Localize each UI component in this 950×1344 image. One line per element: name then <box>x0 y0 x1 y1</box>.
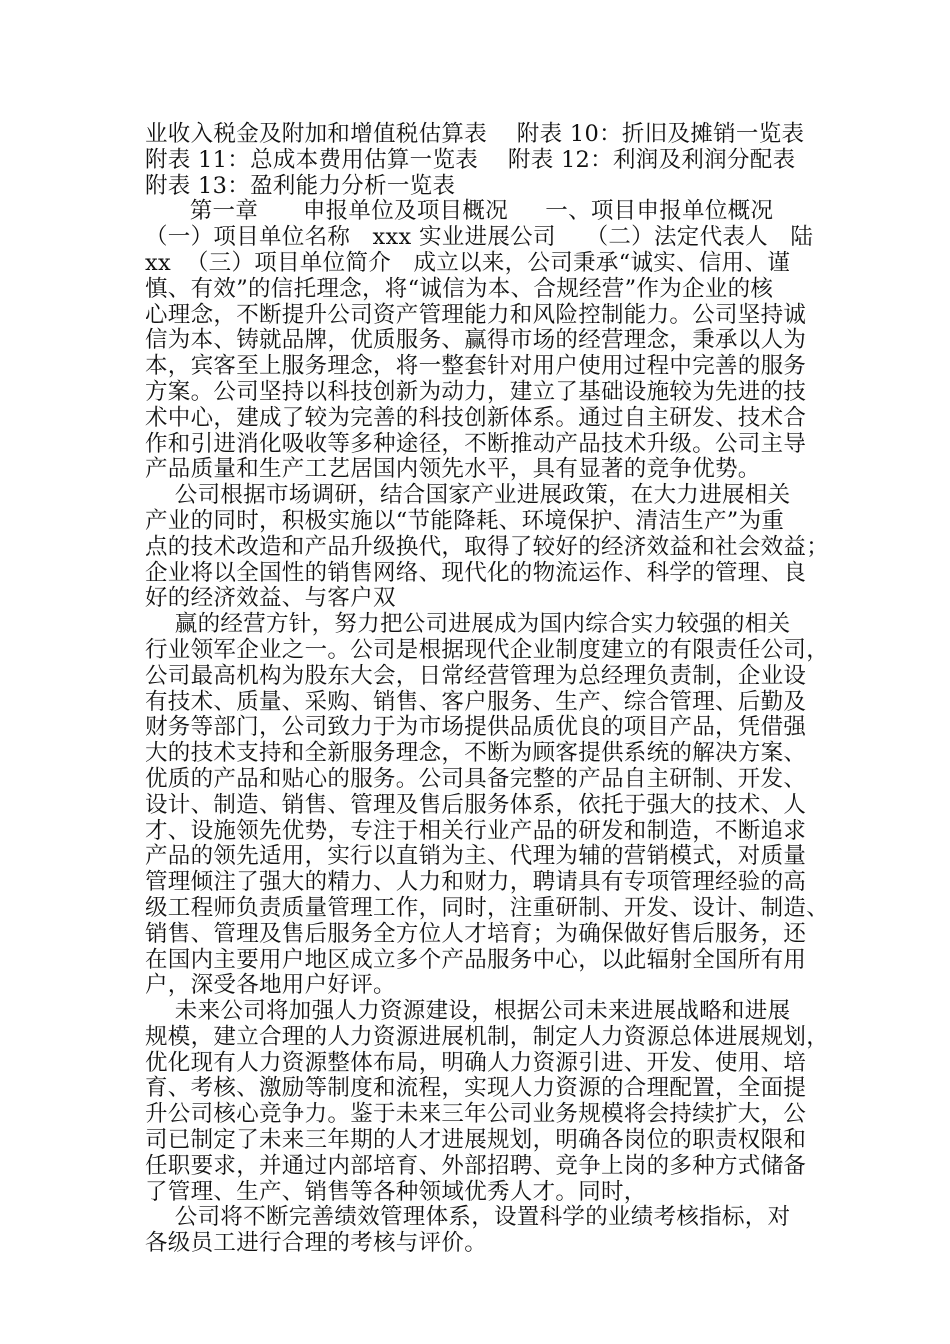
text-line: 附表 11：总成本费用估算一览表 附表 12：利润及利润分配表 <box>145 146 796 173</box>
text-line: 有技术、质量、采购、销售、客户服务、生产、综合管理、后勤及 <box>145 688 807 715</box>
text-line: 慎、有效”的信托理念，将“诚信为本、合规经营”作为企业的核 <box>145 275 774 302</box>
text-line: 升公司核心竞争力。鉴于未来三年公司业务规模将会持续扩大，公 <box>145 1101 807 1128</box>
text-line: 优质的产品和贴心的服务。公司具备完整的产品自主研制、开发、 <box>145 765 807 792</box>
text-line: （一）项目单位名称 xxx 实业进展公司 （二）法定代表人 陆 <box>145 224 814 251</box>
text-line: 作和引进消化吸收等多种途径，不断推动产品技术升级。公司主导 <box>145 430 807 457</box>
text-line: 未来公司将加强人力资源建设，根据公司未来进展战略和进展 <box>145 998 791 1025</box>
text-line: 规模，建立合理的人力资源进展机制，制定人力资源总体进展规划， <box>145 1023 830 1050</box>
text-line: 企业将以全国性的销售网络、现代化的物流运作、科学的管理、良 <box>145 559 807 586</box>
text-line: 公司最高机构为股东大会，日常经营管理为总经理负责制，企业设 <box>145 662 807 689</box>
text-line: 信为本、铸就品牌，优质服务、赢得市场的经营理念，秉承以人为 <box>145 327 807 354</box>
text-line: 业收入税金及附加和增值税估算表 附表 10：折旧及摊销一览表 <box>145 121 805 147</box>
text-line: 各级员工进行合理的考核与评价。 <box>145 1230 488 1257</box>
text-line: 大的技术支持和全新服务理念，不断为顾客提供系统的解决方案、 <box>145 740 807 767</box>
text-line: 设计、制造、销售、管理及售后服务体系，依托于强大的技术、人 <box>145 791 807 818</box>
text-line: 公司将不断完善绩效管理体系，设置科学的业绩考核指标，对 <box>145 1204 791 1231</box>
text-line: 第一章 申报单位及项目概况 一、项目申报单位概况 <box>145 198 774 225</box>
text-line: 才、设施领先优势，专注于相关行业产品的研发和制造，不断追求 <box>145 817 807 844</box>
document-page <box>145 122 835 1257</box>
text-line: 级工程师负责质量管理工作，同时，注重研制、开发、设计、制造、 <box>145 894 830 921</box>
text-line: 育、考核、激励等制度和流程，实现人力资源的合理配置，全面提 <box>145 1075 807 1102</box>
text-line: 方案。公司坚持以科技创新为动力，建立了基础设施较为先进的技 <box>145 378 807 405</box>
text-line: xx （三）项目单位简介 成立以来，公司秉承“诚实、信用、谨 <box>145 249 791 276</box>
text-line: 本，宾客至上服务理念，将一整套针对用户使用过程中完善的服务 <box>145 353 807 380</box>
text-line: 司已制定了未来三年期的人才进展规划，明确各岗位的职责权限和 <box>145 1127 807 1154</box>
text-line: 了管理、生产、销售等各种领域优秀人才。同时， <box>145 1178 647 1205</box>
text-line: 附表 13：盈利能力分析一览表 <box>145 172 456 199</box>
text-line: 赢的经营方针，努力把公司进展成为国内综合实力较强的相关 <box>145 611 791 638</box>
text-line: 心理念，不断提升公司资产管理能力和风险控制能力。公司坚持诚 <box>145 301 807 328</box>
text-line: 术中心，建成了较为完善的科技创新体系。通过自主研发、技术合 <box>145 404 807 431</box>
text-line: 户，深受各地用户好评。 <box>145 972 396 999</box>
text-line: 财务等部门，公司致力于为市场提供品质优良的项目产品，凭借强 <box>145 714 807 741</box>
text-line: 任职要求，并通过内部培育、外部招聘、竞争上岗的多种方式储备 <box>145 1152 807 1179</box>
text-line: 产品的领先适用，实行以直销为主、代理为辅的营销模式，对质量 <box>145 843 807 870</box>
text-line: 销售、管理及售后服务全方位人才培育；为确保做好售后服务，还 <box>145 920 807 947</box>
text-line: 产品质量和生产工艺居国内领先水平，具有显著的竞争优势。 <box>145 456 761 483</box>
text-line: 产业的同时，积极实施以“节能降耗、环境保护、清洁生产”为重 <box>145 507 785 534</box>
text-line: 优化现有人力资源整体布局，明确人力资源引进、开发、使用、培 <box>145 1049 807 1076</box>
text-line: 在国内主要用户地区成立多个产品服务中心，以此辐射全国所有用 <box>145 946 807 973</box>
text-line: 行业领军企业之一。公司是根据现代企业制度建立的有限责任公司， <box>145 636 830 663</box>
text-line: 好的经济效益、与客户双 <box>145 585 396 612</box>
text-line: 公司根据市场调研，结合国家产业进展政策，在大力进展相关 <box>145 482 791 509</box>
text-line: 管理倾注了强大的精力、人力和财力，聘请具有专项管理经验的高 <box>145 869 807 896</box>
text-line: 点的技术改造和产品升级换代，取得了较好的经济效益和社会效益； <box>145 533 830 560</box>
